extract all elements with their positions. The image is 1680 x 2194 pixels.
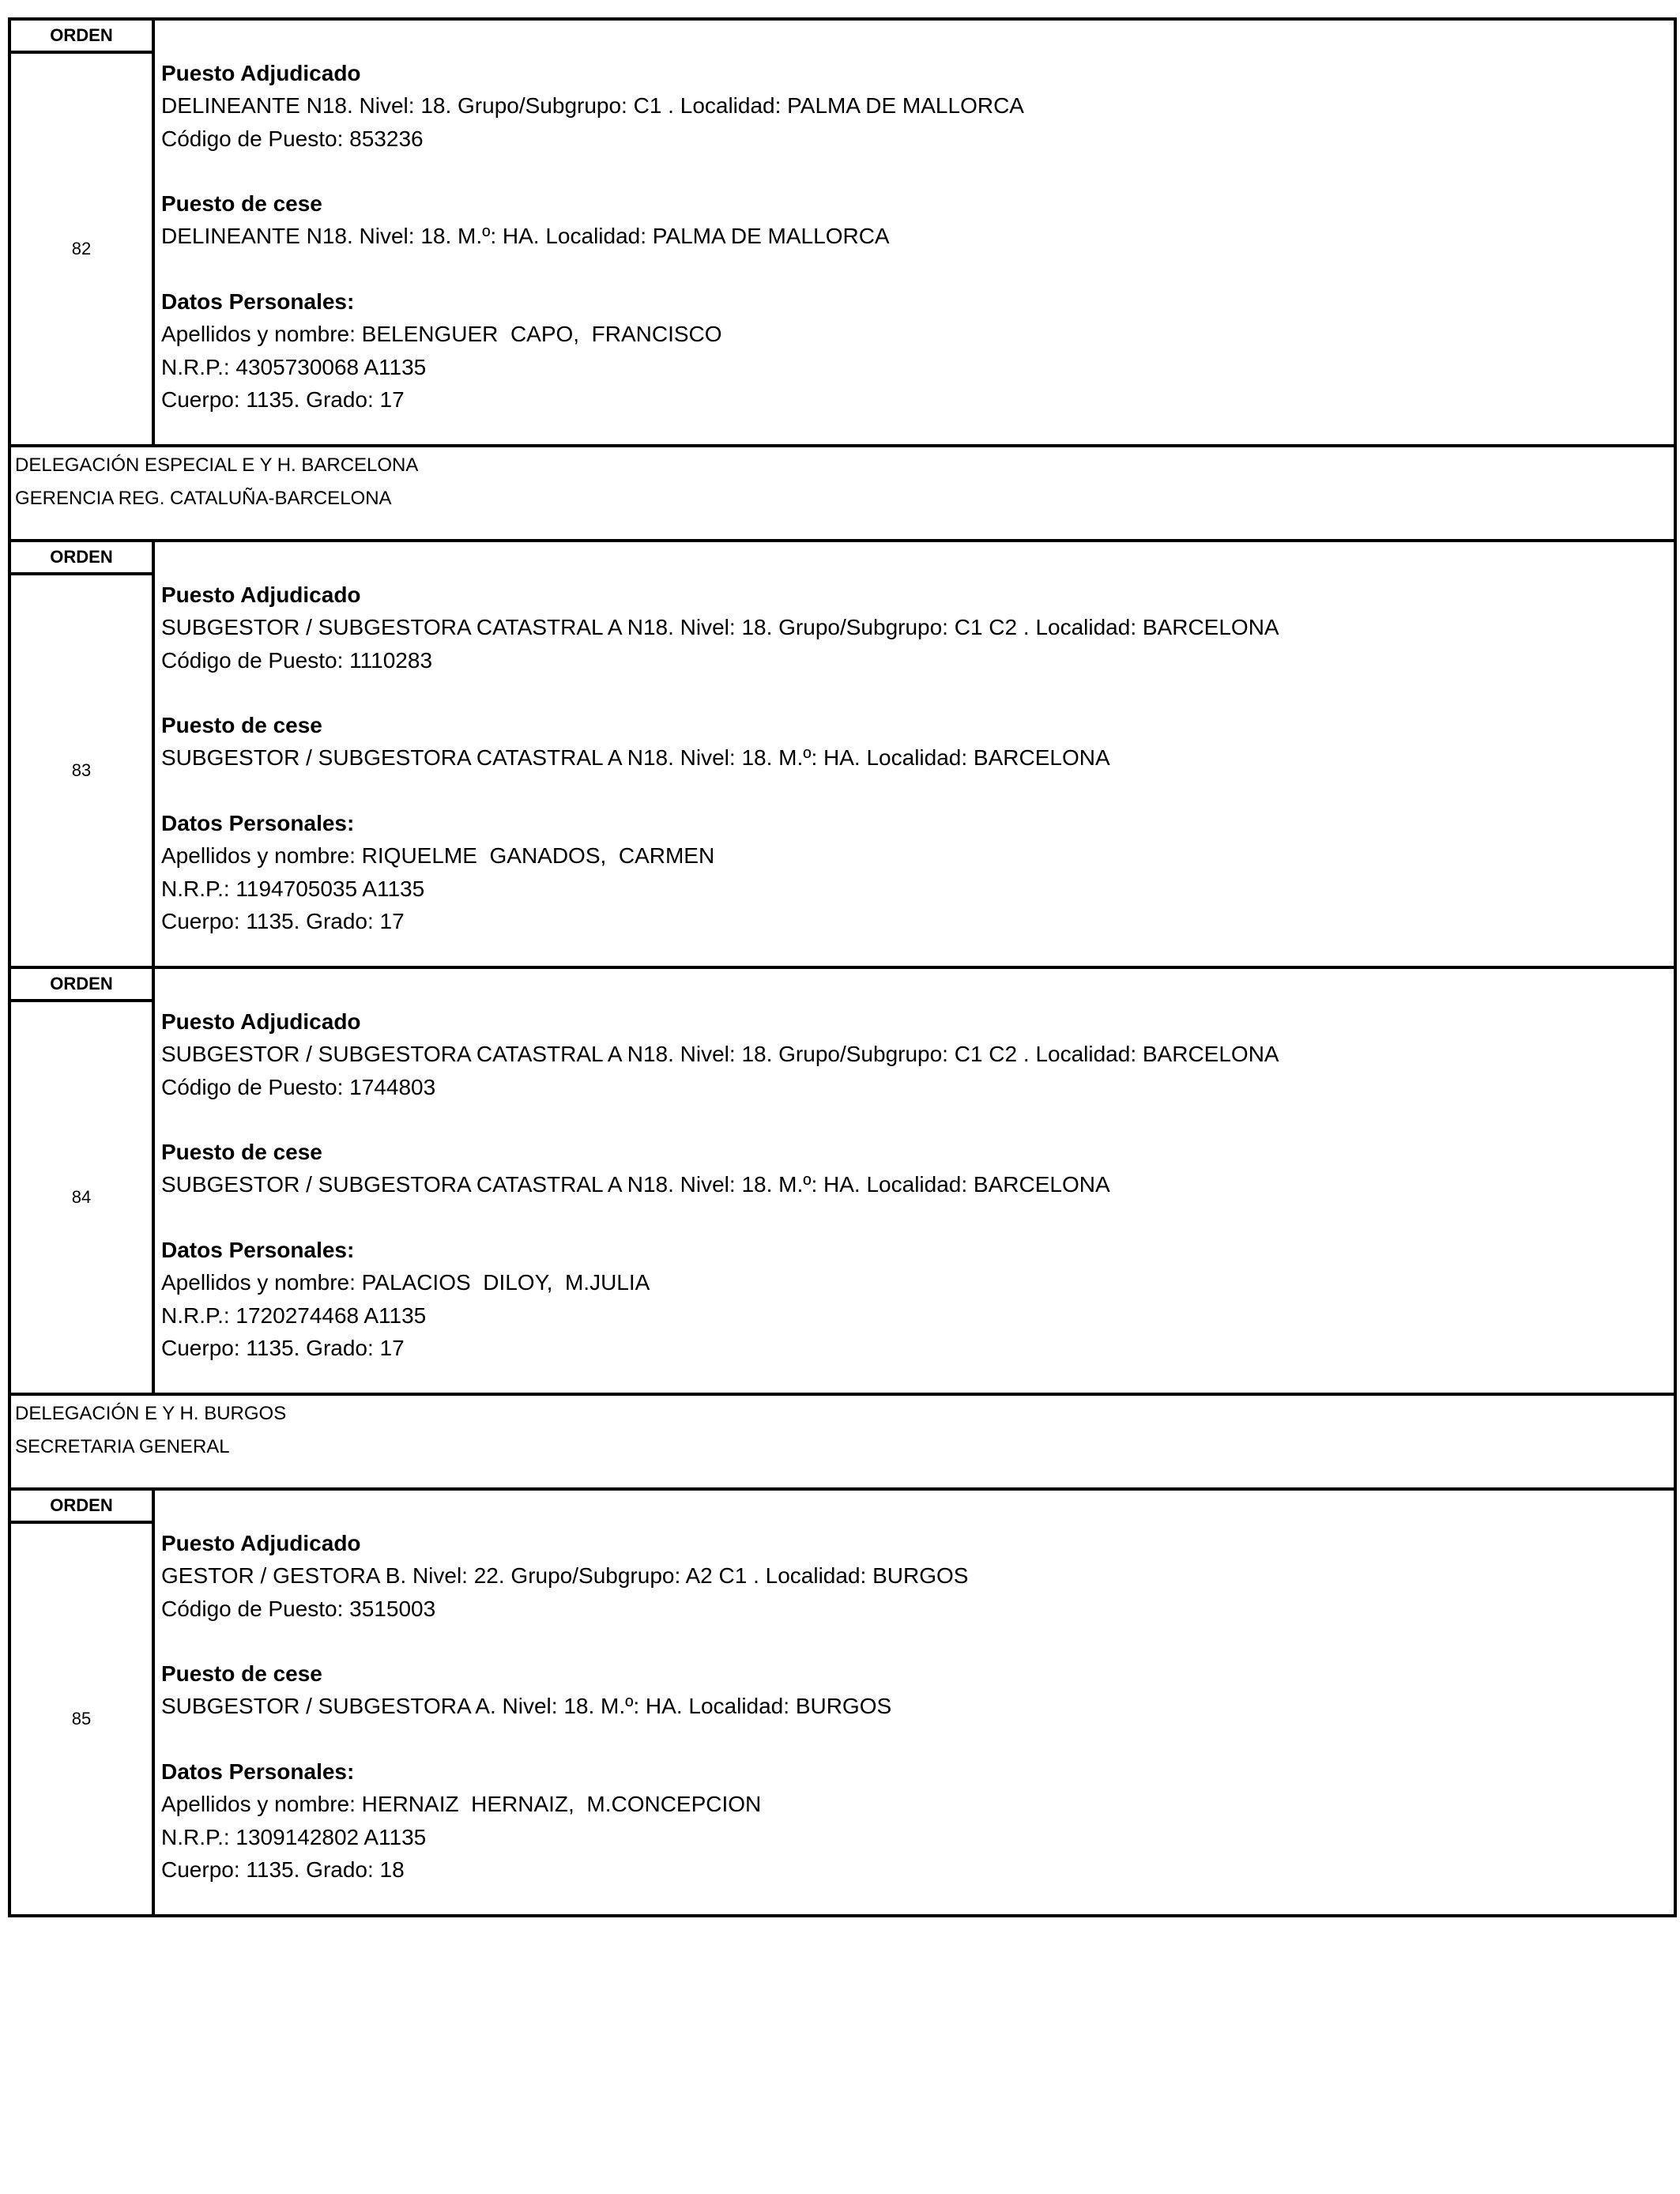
codigo-puesto: Código de Puesto: 1744803 — [161, 1074, 436, 1099]
datos-personales-title: Datos Personales: — [161, 289, 355, 315]
puesto-cese-title: Puesto de cese — [161, 713, 322, 738]
puesto-adjudicado-title: Puesto Adjudicado — [161, 1531, 361, 1555]
puesto-adjudicado-title: Puesto Adjudicado — [161, 61, 361, 85]
puesto-adjudicado-desc: SUBGESTOR / SUBGESTORA CATASTRAL A N18. Nivel: 18. Grupo/Subgrupo: C1 C2 . Localidad: BARCELONA — [161, 1042, 1279, 1067]
orden-number: 84 — [71, 1187, 92, 1207]
orden-header: ORDEN — [11, 969, 152, 1002]
puesto-cese-title: Puesto de cese — [161, 1661, 322, 1687]
cuerpo-grado: Cuerpo: 1135. Grado: 18 — [161, 1857, 405, 1882]
codigo-puesto: Código de Puesto: 853236 — [161, 126, 424, 151]
section-header — [11, 1396, 1674, 1491]
puesto-adjudicado-desc: GESTOR / GESTORA B. Nivel: 22. Grupo/Subgrupo: A2 C1 . Localidad: BURGOS — [161, 1563, 969, 1589]
section-header — [11, 447, 1674, 542]
puesto-adjudicado-desc: DELINEANTE N18. Nivel: 18. Grupo/Subgrupo: C1 . Localidad: PALMA DE MALLORCA — [161, 93, 1024, 119]
puesto-cese-desc: DELINEANTE N18. Nivel: 18. M.º: HA. Localidad: PALMA DE MALLORCA — [161, 224, 890, 249]
orden-column — [11, 21, 155, 444]
datos-personales-title: Datos Personales: — [161, 1759, 355, 1785]
puesto-adjudicado-title: Puesto Adjudicado — [161, 1009, 361, 1034]
apellidos-nombre: Apellidos y nombre: BELENGUER CAPO, FRANCISCO — [161, 322, 722, 347]
orden-number: 83 — [71, 760, 92, 780]
apellidos-nombre: Apellidos y nombre: RIQUELME GANADOS, CARMEN — [161, 843, 715, 869]
entry-row — [11, 1491, 1674, 1917]
nrp: N.R.P.: 1309142802 A1135 — [161, 1824, 427, 1849]
orden-column — [11, 542, 155, 966]
puesto-adjudicado-desc: SUBGESTOR / SUBGESTORA CATASTRAL A N18. Nivel: 18. Grupo/Subgrupo: C1 C2 . Localidad: BARCELONA — [161, 615, 1279, 640]
puesto-cese-desc: SUBGESTOR / SUBGESTORA CATASTRAL A N18. Nivel: 18. M.º: HA. Localidad: BARCELONA — [161, 1172, 1110, 1197]
section-line-2: SECRETARIA GENERAL — [15, 1436, 230, 1457]
puesto-adjudicado-title: Puesto Adjudicado — [161, 582, 361, 607]
apellidos-nombre: Apellidos y nombre: PALACIOS DILOY, M.JULIA — [161, 1270, 650, 1295]
datos-personales-title: Datos Personales: — [161, 1238, 355, 1263]
nrp: N.R.P.: 1720274468 A1135 — [161, 1302, 427, 1328]
cuerpo-grado: Cuerpo: 1135. Grado: 17 — [161, 386, 405, 412]
cuerpo-grado: Cuerpo: 1135. Grado: 17 — [161, 908, 405, 933]
entry-details — [155, 969, 1674, 1393]
nrp: N.R.P.: 1194705035 A1135 — [161, 876, 425, 901]
document-table — [8, 17, 1677, 1917]
orden-column — [11, 1491, 155, 1914]
puesto-cese-desc: SUBGESTOR / SUBGESTORA CATASTRAL A N18. Nivel: 18. M.º: HA. Localidad: BARCELONA — [161, 745, 1110, 771]
orden-header: ORDEN — [11, 542, 152, 575]
orden-number: 85 — [71, 1709, 92, 1728]
puesto-cese-desc: SUBGESTOR / SUBGESTORA A. Nivel: 18. M.º: HA. Localidad: BURGOS — [161, 1694, 892, 1719]
entry-details — [155, 1491, 1674, 1914]
cuerpo-grado: Cuerpo: 1135. Grado: 17 — [161, 1335, 405, 1360]
puesto-cese-title: Puesto de cese — [161, 191, 322, 217]
apellidos-nombre: Apellidos y nombre: HERNAIZ HERNAIZ, M.CONCEPCION — [161, 1792, 762, 1817]
orden-number: 82 — [71, 239, 92, 258]
codigo-puesto: Código de Puesto: 3515003 — [161, 1596, 436, 1621]
datos-personales-title: Datos Personales: — [161, 811, 355, 836]
nrp: N.R.P.: 4305730068 A1135 — [161, 354, 427, 379]
entry-details — [155, 542, 1674, 966]
codigo-puesto: Código de Puesto: 1110283 — [161, 647, 433, 673]
section-line-1: DELEGACIÓN ESPECIAL E Y H. BARCELONA — [15, 454, 419, 476]
puesto-cese-title: Puesto de cese — [161, 1140, 322, 1165]
orden-column — [11, 969, 155, 1393]
section-line-1: DELEGACIÓN E Y H. BURGOS — [15, 1403, 287, 1424]
orden-header: ORDEN — [11, 21, 152, 54]
orden-header: ORDEN — [11, 1491, 152, 1524]
entry-details — [155, 21, 1674, 444]
section-line-2: GERENCIA REG. CATALUÑA-BARCELONA — [15, 488, 392, 509]
entry-row — [11, 21, 1674, 447]
entry-row — [11, 969, 1674, 1396]
entry-row — [11, 542, 1674, 969]
